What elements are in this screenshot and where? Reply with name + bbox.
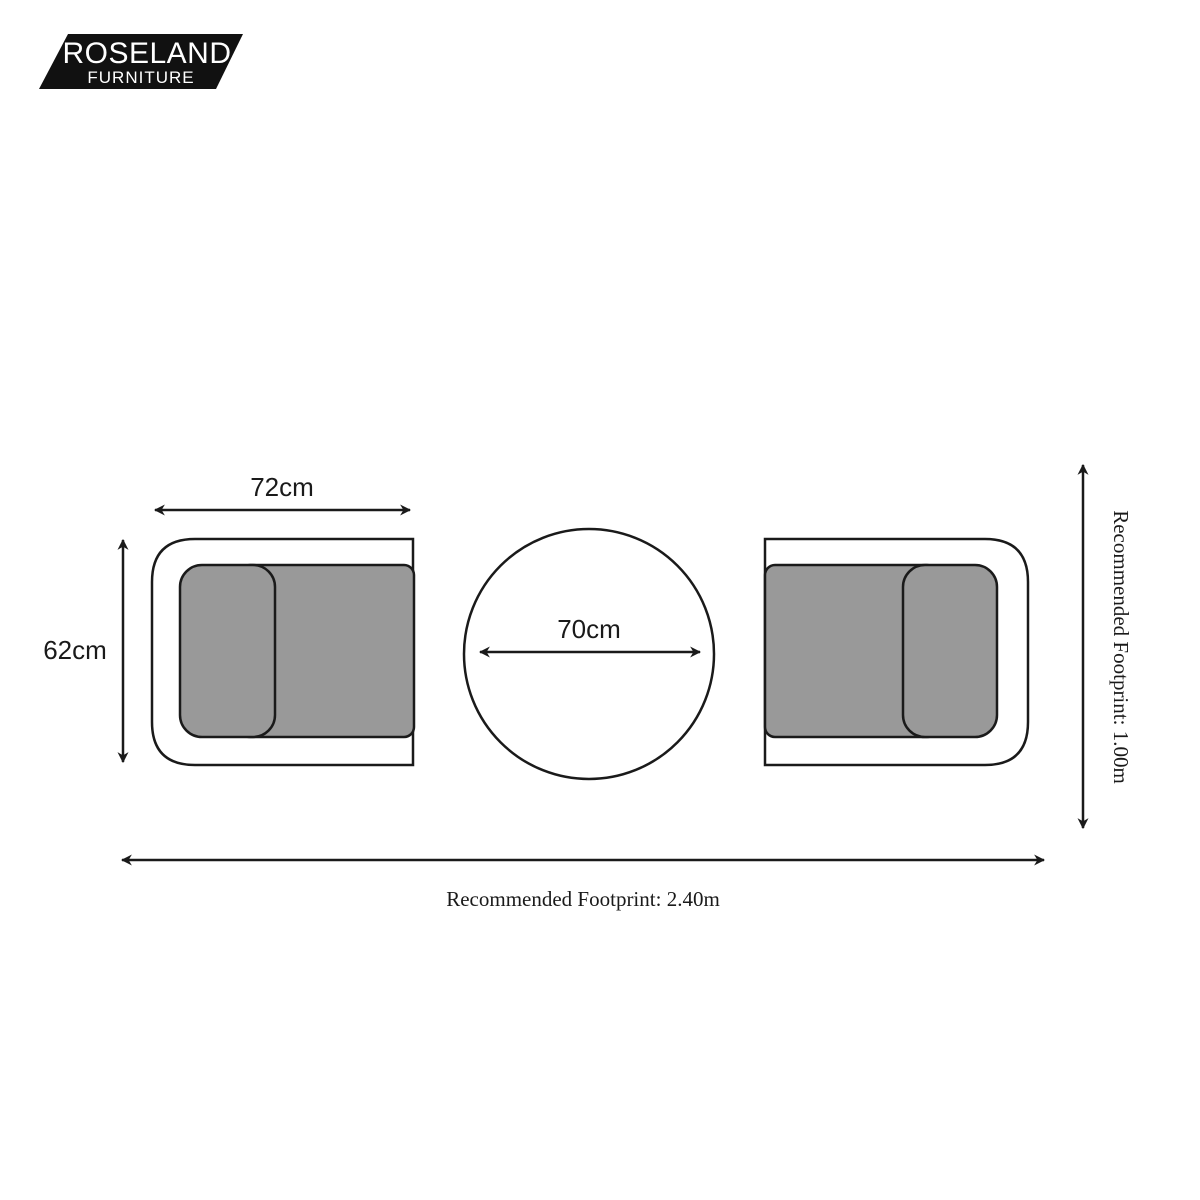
chair-width-label: 72cm: [250, 472, 314, 502]
logo-sub-text: FURNITURE: [87, 68, 195, 87]
left-chair: [152, 539, 414, 765]
table-diameter-label: 70cm: [557, 614, 621, 644]
left-chair-back-cushion: [180, 565, 275, 737]
brand-logo: [39, 34, 243, 89]
logo-brand-text: ROSELAND: [62, 37, 232, 70]
right-chair: [765, 539, 1028, 765]
round-table: [464, 529, 714, 779]
chair-depth-label: 62cm: [43, 635, 107, 665]
footprint-width-label: Recommended Footprint: 2.40m: [446, 887, 720, 911]
footprint-depth-label: Recommended Footprint: 1.00m: [1109, 510, 1133, 784]
right-chair-back-cushion: [903, 565, 997, 737]
